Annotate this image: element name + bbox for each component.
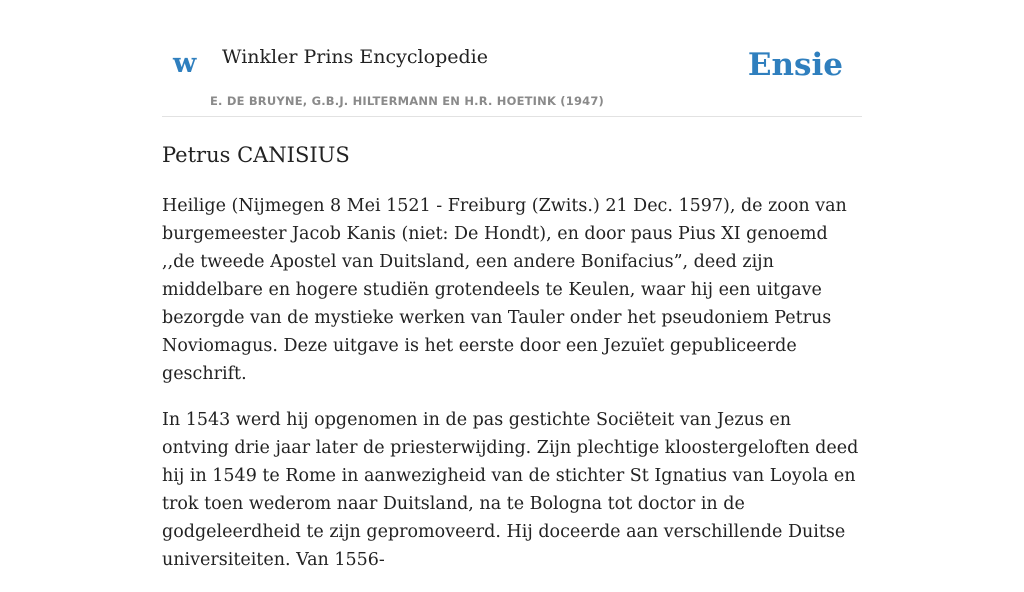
article xyxy=(162,140,862,592)
header xyxy=(162,0,862,117)
article-paragraph: In 1543 werd hij opgenomen in de pas gestichte Sociëteit van Jezus en ontving drie jaar later de priesterwijding. Zijn plechtige kloostergeloften deed hij in 1549 te Rome in aanwezigheid van de stichter St Ignatius van Loyola en trok toen wederom naar Duitsland, na te Bologna tot doctor in de godgeleerdheid te zijn gepromoveerd. Hij doceerde aan verschillende Duitse universiteiten. Van 1556- xyxy=(162,410,859,570)
article-paragraph: Heilige (Nijmegen 8 Mei 1521 - Freiburg (Zwits.) 21 Dec. 1597), de zoon van burgemeester Jacob Kanis (niet: De Hondt), en door paus Pius XI genoemd ,,de tweede Apostel van Duitsland, een andere Bonifacius”, deed zijn middelbare en hogere studiën grotendeels te Keulen, waar hij een uitgave bezorgde van de mystieke werken van Tauler onder het pseudoniem Petrus Noviomagus. Deze uitgave is het eerste door een Jezuïet gepubliceerde geschrift. xyxy=(162,196,847,384)
publication-title[interactable]: Winkler Prins Encyclopedie xyxy=(222,46,488,68)
article-title: Petrus CANISIUS xyxy=(162,143,350,167)
publication-authors: E. DE BRUYNE, G.B.J. HILTERMANN EN H.R. HOETINK (1947) xyxy=(210,94,605,108)
site-logo[interactable]: Ensie xyxy=(747,47,843,83)
article-body xyxy=(162,192,862,574)
publication-logo[interactable]: w xyxy=(173,48,197,79)
